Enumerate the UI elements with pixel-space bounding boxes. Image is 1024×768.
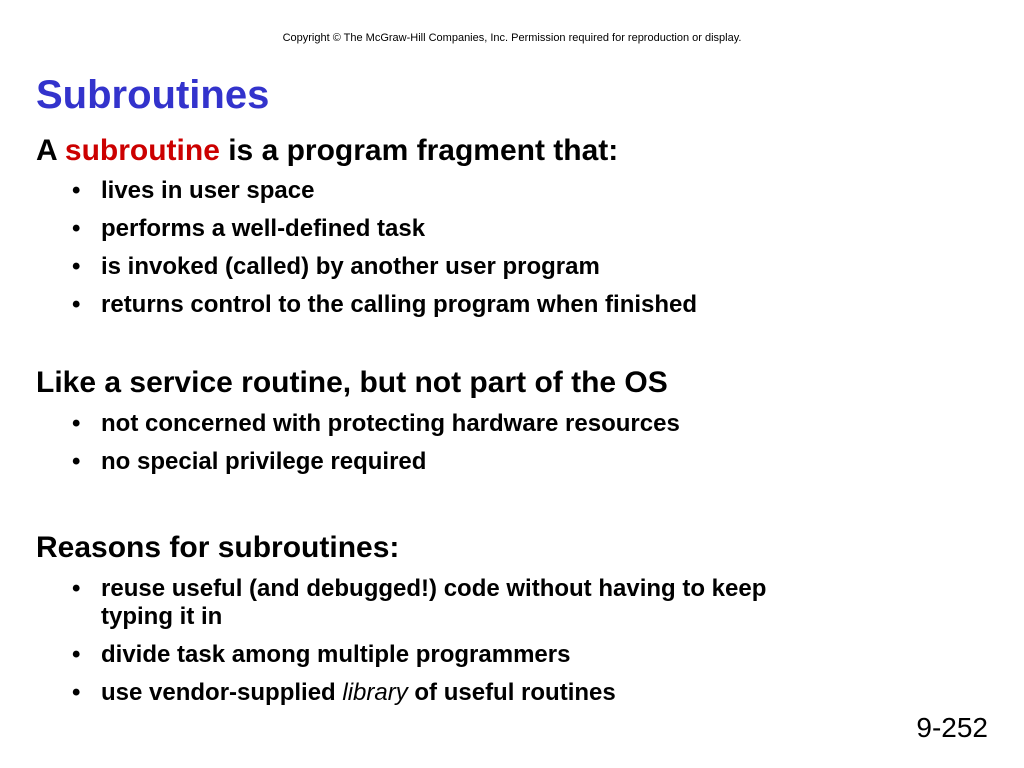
bullet-icon: • [72,679,81,706]
list-item-text: reuse useful (and debugged!) code without having to keep typing it in [101,575,767,630]
bullet-icon: • [72,641,81,668]
list-item-text: is invoked (called) by another user program [101,253,600,280]
bullet-list-comparison [72,410,852,486]
text-segment: of useful routines [407,679,616,706]
list-item-text: returns control to the calling program when finished [101,291,698,318]
list-item-text: not concerned with protecting hardware resources [101,410,680,437]
bullet-icon: • [72,253,81,280]
list-item-text: lives in user space [101,177,315,204]
slide-number: 9-252 [916,712,988,743]
list-item [72,253,852,281]
list-item-text [101,679,616,706]
bullet-icon: • [72,291,81,318]
bullet-icon: • [72,575,81,602]
list-item [72,448,852,476]
bullet-icon: • [72,448,81,475]
list-item [72,215,852,243]
bullet-list-definition [72,177,852,329]
bullet-icon: • [72,215,81,242]
list-item [72,641,852,669]
slide-title: Subroutines [36,73,270,117]
list-item [72,410,852,438]
list-item [72,291,852,319]
heading-prefix: A [36,134,65,167]
bullet-icon: • [72,177,81,204]
section-heading-comparison: Like a service routine, but not part of the OS [36,366,668,399]
list-item-text: divide task among multiple programmers [101,641,571,668]
section-heading-definition [36,134,618,169]
list-item [72,679,852,707]
list-item [72,177,852,205]
list-item [72,575,821,631]
section-heading-reasons: Reasons for subroutines: [36,531,400,564]
bullet-icon: • [72,410,81,437]
list-item-text: no special privilege required [101,448,427,475]
list-item-text: performs a well-defined task [101,215,426,242]
bullet-list-reasons [72,575,852,717]
text-segment: use vendor-supplied [101,679,343,706]
heading-suffix: is a program fragment that: [219,134,619,167]
copyright-notice: Copyright © The McGraw-Hill Companies, Inc. Permission required for reproduction or display. [282,32,742,44]
heading-accent-term: subroutine [64,134,220,167]
italic-term: library [342,679,408,706]
